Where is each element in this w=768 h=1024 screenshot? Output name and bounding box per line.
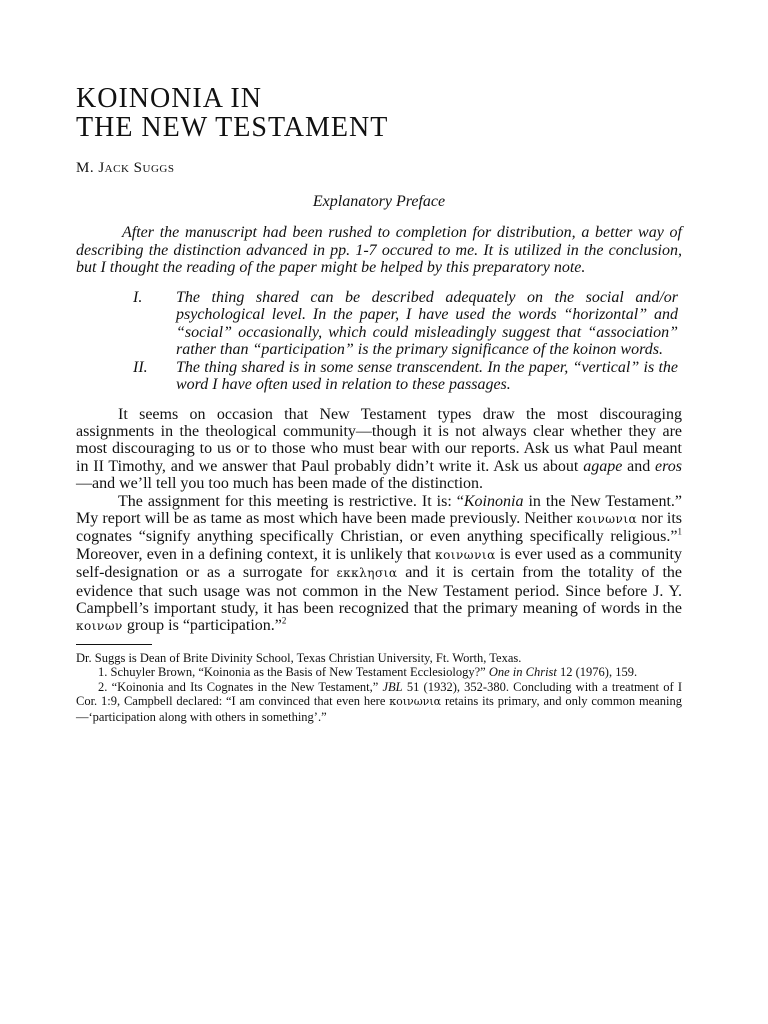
text-run: in the New Testament.” My report will be as tame as most which have been made previously. Neither	[76, 492, 683, 527]
author-initial: M.	[76, 160, 95, 176]
italic-term: eros	[655, 457, 682, 475]
greek-word: κοινωνια	[389, 695, 442, 709]
footnote-ref: 1	[677, 527, 682, 538]
footnote-divider	[76, 644, 152, 645]
text-run: and	[622, 457, 656, 475]
text-run: Moreover, even in a defining context, it is unlikely that	[76, 545, 436, 563]
footnote-ref: 2	[281, 616, 287, 627]
body-paragraph-1	[76, 406, 682, 493]
italic-term: One in Christ	[488, 665, 557, 680]
point-number: II.	[133, 358, 148, 376]
footnote-2	[76, 680, 682, 725]
greek-word: κοινων	[76, 619, 123, 634]
text-run: —and we’ll tell you too much has been made of the distinction.	[76, 475, 484, 493]
title-line-2: THE NEW TESTAMENT	[76, 112, 389, 143]
italic-term: JBL	[382, 679, 403, 694]
article-page	[76, 84, 682, 724]
text-run: is ever used as a community self-designation or as a surrogate for	[76, 545, 683, 582]
text-run: nor its cognates “signify anything specifically Christian, or even anything specifically religious.”	[76, 509, 682, 546]
title-line-1: KOINONIA IN	[76, 83, 262, 114]
point-text: The thing shared can be described adequately on the social and/or psychological level. In the paper, I have used the words “horizontal” and “social” occasionally, which could misleadingly suggest that “association” rather than “participation” is the primary significance of the koinon words.	[176, 288, 678, 358]
point-number: I.	[133, 288, 143, 306]
preface-paragraph: After the manuscript had been rushed to completion for distribution, a better way of describing the distinction advanced in pp. 1-7 occured to me. It is utilized in the conclusion, but I thought the reading of the paper might be helped by this preparatory note.	[76, 224, 682, 276]
preface-heading: Explanatory Preface	[312, 193, 446, 210]
italic-term: Koinonia	[463, 492, 524, 510]
text-run: 1. Schuyler Brown, “Koinonia as the Basis of New Testament Ecclesiology?”	[98, 665, 489, 680]
text-run: It seems on occasion that New Testament types draw the most discouraging assignments in the theological community—though it is not always clear whether they are most discouraging to us or to those who must bear with our reports. Ask us what Paul meant in II Timothy, and we answer that Paul probably didn’t write it. Ask us about	[76, 405, 682, 475]
author-byline	[76, 160, 682, 177]
text-run: 51 (1932), 352-380. Concluding with a treatment of I Cor. 1:9, Campbell declared: “I am convinced that even here	[76, 679, 682, 709]
greek-word: κοινωνια	[576, 511, 638, 526]
greek-word: εκκλησια	[336, 566, 398, 581]
text-run: 2. “Koinonia and Its Cognates in the New Testament,”	[98, 679, 383, 694]
preface-points	[76, 289, 682, 394]
preface-point	[76, 359, 682, 394]
greek-word: κοινωνια	[435, 547, 496, 562]
text-run: retains its primary, and only common meaning—‘participation along with others in something’.”	[76, 694, 682, 724]
text-run: The assignment for this meeting is restrictive. It is: “	[118, 492, 464, 510]
author-bio-note: Dr. Suggs is Dean of Brite Divinity School, Texas Christian University, Ft. Worth, Texas.	[76, 650, 522, 665]
point-text: The thing shared is in some sense transcendent. In the paper, “vertical” is the word I have often used in relation to these passages.	[176, 358, 678, 393]
italic-term: agape	[583, 457, 623, 475]
text-run: group is “participation.”	[122, 617, 282, 635]
article-title	[76, 84, 682, 142]
text-run: 12 (1976), 159.	[556, 665, 638, 680]
author-name: Jack Suggs	[98, 160, 175, 176]
text-run: and it is certain from the totality of the evidence that such usage was not common in the New Testament period. Since before J. Y. Campbell’s important study, it has been recognized that the primary meaning of words in the	[76, 564, 683, 617]
body-paragraph-2	[76, 493, 682, 636]
footnote-1	[76, 665, 682, 680]
footnotes	[76, 651, 682, 725]
preface-point	[76, 289, 682, 359]
